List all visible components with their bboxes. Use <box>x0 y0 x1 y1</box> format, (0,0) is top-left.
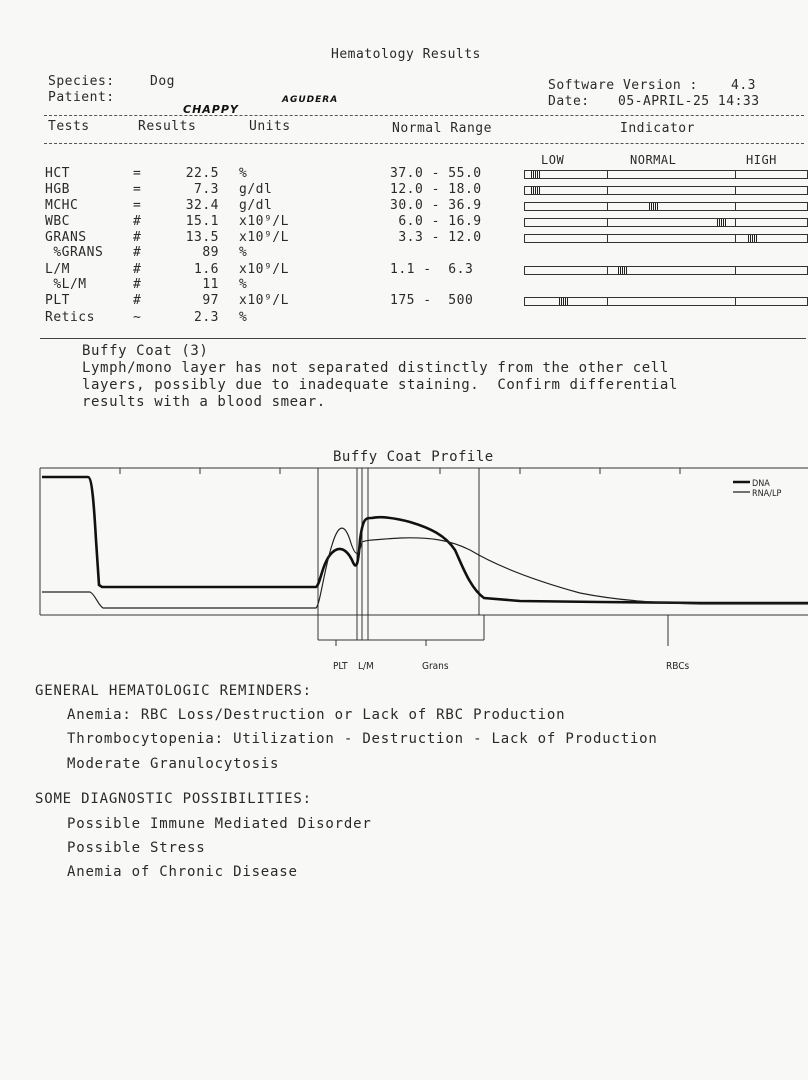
profile-top-ticks <box>120 468 680 474</box>
result-test: %GRANS <box>45 245 104 260</box>
result-flag: # <box>133 262 142 277</box>
software-version-value: 4.3 <box>731 78 756 93</box>
indicator-divider <box>607 218 608 227</box>
result-flag: = <box>133 182 142 197</box>
table-row <box>0 166 808 182</box>
patient-label: Patient: <box>48 90 115 105</box>
header-divider <box>44 115 804 116</box>
result-value: 2.3 <box>194 310 219 325</box>
report-title: Hematology Results <box>331 47 481 62</box>
result-value: 7.3 <box>194 182 219 197</box>
table-row <box>0 277 808 293</box>
result-unit: % <box>239 310 248 325</box>
diagnostic-item: Possible Immune Mediated Disorder <box>67 816 372 832</box>
legend-rna-label: RNA/LP <box>752 489 782 499</box>
result-unit: % <box>239 245 248 260</box>
result-range: 30.0 - 36.9 <box>390 198 482 213</box>
buffy-note-title: Buffy Coat (3) <box>82 343 209 359</box>
indicator-divider <box>735 297 736 306</box>
zone-label-rbcs: RBCs <box>666 661 690 672</box>
patient-last-name: AGUDERA <box>282 95 339 105</box>
result-value: 13.5 <box>185 230 219 245</box>
legend-dna-label: DNA <box>752 479 770 489</box>
indicator-marker <box>531 171 540 178</box>
result-test: GRANS <box>45 230 87 245</box>
columns-divider <box>44 143 804 144</box>
patient-first-name: CHAPPY <box>183 103 239 116</box>
result-value: 1.6 <box>194 262 219 277</box>
species-value: Dog <box>150 74 175 89</box>
result-range: 1.1 - 6.3 <box>390 262 474 277</box>
result-unit: x10⁹/L <box>239 230 289 245</box>
table-row <box>0 262 808 278</box>
date-value: 05-APRIL-25 14:33 <box>618 94 760 109</box>
zone-label-plt: PLT <box>333 661 348 672</box>
col-units: Units <box>249 119 291 134</box>
table-row <box>0 198 808 214</box>
result-unit: g/dl <box>239 198 273 213</box>
result-flag: # <box>133 230 142 245</box>
result-value: 32.4 <box>185 198 219 213</box>
reminder-item: Thrombocytopenia: Utilization - Destruction - Lack of Production <box>67 731 658 747</box>
result-range: 175 - 500 <box>390 293 474 308</box>
table-row <box>0 245 808 261</box>
result-unit: x10⁹/L <box>239 293 289 308</box>
result-test: HCT <box>45 166 70 181</box>
species-label: Species: <box>48 74 115 89</box>
indicator-bar <box>524 266 808 275</box>
indicator-divider <box>607 266 608 275</box>
result-test: WBC <box>45 214 70 229</box>
result-value: 89 <box>202 245 219 260</box>
indicator-bar <box>524 170 808 179</box>
col-normal-range: Normal Range <box>392 121 492 136</box>
result-test: L/M <box>45 262 70 277</box>
indicator-divider <box>607 186 608 195</box>
indicator-divider <box>735 170 736 179</box>
col-tests: Tests <box>48 119 90 134</box>
result-unit: g/dl <box>239 182 273 197</box>
dna-curve <box>42 477 808 603</box>
result-test: Retics <box>45 310 95 325</box>
table-row <box>0 230 808 246</box>
indicator-bar <box>524 297 808 306</box>
indicator-divider <box>607 297 608 306</box>
result-value: 97 <box>202 293 219 308</box>
indicator-divider <box>607 170 608 179</box>
result-range: 3.3 - 12.0 <box>390 230 482 245</box>
diagnostic-item: Possible Stress <box>67 840 206 856</box>
col-indicator: Indicator <box>620 121 695 136</box>
buffy-note-line-2: layers, possibly due to inadequate staining. Confirm differential <box>82 377 678 393</box>
result-test: HGB <box>45 182 70 197</box>
table-row <box>0 310 808 326</box>
diagnostic-item: Anemia of Chronic Disease <box>67 864 298 880</box>
result-unit: % <box>239 166 248 181</box>
software-version-label: Software Version : <box>548 78 698 93</box>
reminder-item: Anemia: RBC Loss/Destruction or Lack of RBC Production <box>67 707 566 723</box>
result-flag: = <box>133 198 142 213</box>
indicator-marker <box>559 298 568 305</box>
result-flag: # <box>133 245 142 260</box>
result-unit: % <box>239 277 248 292</box>
buffy-note-line-3: results with a blood smear. <box>82 394 326 410</box>
result-value: 11 <box>202 277 219 292</box>
result-test: PLT <box>45 293 70 308</box>
profile-zone-dividers <box>318 468 668 646</box>
result-unit: x10⁹/L <box>239 214 289 229</box>
indicator-divider <box>735 234 736 243</box>
indicator-marker <box>748 235 757 242</box>
diagnostics-heading: SOME DIAGNOSTIC POSSIBILITIES: <box>35 791 312 807</box>
date-label: Date: <box>548 94 590 109</box>
indicator-bar <box>524 234 808 243</box>
table-row <box>0 214 808 230</box>
reminders-heading: GENERAL HEMATOLOGIC REMINDERS: <box>35 683 312 699</box>
result-range: 6.0 - 16.9 <box>390 214 482 229</box>
result-flag: = <box>133 166 142 181</box>
zone-label-lm: L/M <box>358 661 374 672</box>
table-row <box>0 293 808 309</box>
zone-label-grans: Grans <box>422 661 449 672</box>
profile-title: Buffy Coat Profile <box>333 449 494 465</box>
result-range: 12.0 - 18.0 <box>390 182 482 197</box>
results-divider <box>40 338 806 339</box>
indicator-marker <box>531 187 540 194</box>
indicator-divider <box>607 234 608 243</box>
result-flag: # <box>133 277 142 292</box>
buffy-coat-profile-chart <box>0 460 808 680</box>
result-value: 15.1 <box>185 214 219 229</box>
result-range: 37.0 - 55.0 <box>390 166 482 181</box>
buffy-note-line-1: Lymph/mono layer has not separated distinctly from the other cell <box>82 360 669 376</box>
indicator-bar <box>524 202 808 211</box>
indicator-low-label: LOW <box>541 153 565 167</box>
indicator-marker <box>618 267 627 274</box>
indicator-bar <box>524 186 808 195</box>
indicator-divider <box>735 186 736 195</box>
indicator-high-label: HIGH <box>746 153 777 167</box>
result-test: %L/M <box>45 277 87 292</box>
indicator-normal-label: NORMAL <box>630 153 677 167</box>
result-flag: ~ <box>133 310 142 325</box>
result-flag: # <box>133 214 142 229</box>
result-unit: x10⁹/L <box>239 262 289 277</box>
indicator-bar <box>524 218 808 227</box>
result-test: MCHC <box>45 198 79 213</box>
indicator-divider <box>735 218 736 227</box>
col-results: Results <box>138 119 197 134</box>
table-row <box>0 182 808 198</box>
indicator-marker <box>649 203 658 210</box>
reminder-item: Moderate Granulocytosis <box>67 756 280 772</box>
indicator-divider <box>735 202 736 211</box>
indicator-divider <box>735 266 736 275</box>
rna-lp-curve <box>42 528 808 608</box>
result-flag: # <box>133 293 142 308</box>
indicator-divider <box>607 202 608 211</box>
indicator-marker <box>717 219 726 226</box>
result-value: 22.5 <box>185 166 219 181</box>
